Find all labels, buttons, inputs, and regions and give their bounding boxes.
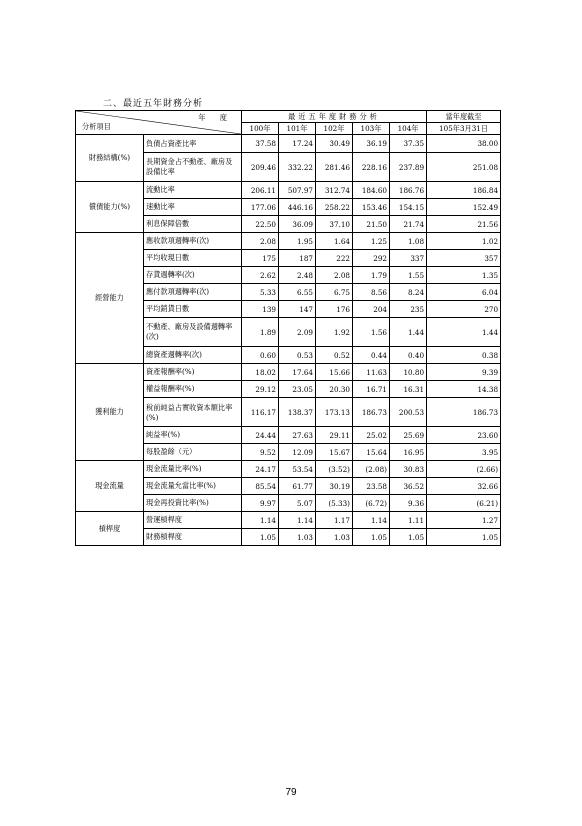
- value-cell: 5.33: [242, 284, 279, 301]
- value-cell: 507.97: [279, 182, 316, 199]
- value-cell: 16.31: [390, 381, 427, 398]
- value-cell: 186.76: [390, 182, 427, 199]
- item-cell: 平均收現日數: [144, 250, 242, 267]
- value-cell: 8.24: [390, 284, 427, 301]
- item-cell: 總資產週轉率(次): [144, 347, 242, 364]
- value-cell: 1.64: [316, 233, 353, 250]
- item-cell: 財務槓桿度: [144, 529, 242, 546]
- item-cell: 稅前純益占實收資本額比率(%): [144, 398, 242, 427]
- header-year: 101年: [279, 123, 316, 135]
- value-cell: 116.17: [242, 398, 279, 427]
- value-cell: 1.05: [427, 529, 501, 546]
- value-cell: 9.36: [390, 495, 427, 512]
- category-cell: 經營能力: [76, 233, 144, 364]
- value-cell: 251.08: [427, 153, 501, 182]
- header-current-date: 105年3月31日: [427, 123, 501, 135]
- value-cell: 1.11: [390, 512, 427, 529]
- value-cell: 37.10: [316, 216, 353, 233]
- value-cell: 1.89: [242, 318, 279, 347]
- value-cell: 187: [279, 250, 316, 267]
- category-cell: 財務結構(%): [76, 135, 144, 182]
- value-cell: 14.38: [427, 381, 501, 398]
- value-cell: 1.14: [279, 512, 316, 529]
- value-cell: 5.07: [279, 495, 316, 512]
- value-cell: 24.44: [242, 427, 279, 444]
- value-cell: 1.56: [353, 318, 390, 347]
- category-cell: 獲利能力: [76, 364, 144, 461]
- value-cell: 1.05: [242, 529, 279, 546]
- header-year: 102年: [316, 123, 353, 135]
- value-cell: 2.62: [242, 267, 279, 284]
- value-cell: 0.38: [427, 347, 501, 364]
- value-cell: 18.02: [242, 364, 279, 381]
- value-cell: 332.22: [279, 153, 316, 182]
- header-year-label: 年 度: [198, 113, 227, 122]
- value-cell: 22.50: [242, 216, 279, 233]
- value-cell: 0.40: [390, 347, 427, 364]
- value-cell: 25.69: [390, 427, 427, 444]
- value-cell: 204: [353, 301, 390, 318]
- value-cell: 17.64: [279, 364, 316, 381]
- value-cell: 2.08: [316, 267, 353, 284]
- value-cell: 30.19: [316, 478, 353, 495]
- table-row: [76, 461, 501, 478]
- item-cell: 利息保障倍數: [144, 216, 242, 233]
- value-cell: 16.95: [390, 444, 427, 461]
- item-cell: 流動比率: [144, 182, 242, 199]
- value-cell: 292: [353, 250, 390, 267]
- value-cell: 21.56: [427, 216, 501, 233]
- value-cell: 184.60: [353, 182, 390, 199]
- item-cell: 應付款項週轉率(次): [144, 284, 242, 301]
- value-cell: 173.13: [316, 398, 353, 427]
- value-cell: 36.09: [279, 216, 316, 233]
- value-cell: 0.60: [242, 347, 279, 364]
- header-year: 103年: [353, 123, 390, 135]
- financial-analysis-table: [75, 110, 501, 546]
- value-cell: 235: [390, 301, 427, 318]
- section-title: 二、最近五年財務分析: [103, 99, 204, 109]
- value-cell: (3.52): [316, 461, 353, 478]
- value-cell: 1.17: [316, 512, 353, 529]
- value-cell: 25.02: [353, 427, 390, 444]
- value-cell: 10.80: [390, 364, 427, 381]
- header-row-1: [76, 111, 501, 123]
- value-cell: 9.39: [427, 364, 501, 381]
- header-five-year: 最近五年度財務分析: [242, 111, 427, 123]
- value-cell: 152.49: [427, 199, 501, 216]
- item-cell: 現金流量比率(%): [144, 461, 242, 478]
- value-cell: 12.09: [279, 444, 316, 461]
- value-cell: 209.46: [242, 153, 279, 182]
- value-cell: 154.15: [390, 199, 427, 216]
- value-cell: 11.63: [353, 364, 390, 381]
- value-cell: 258.22: [316, 199, 353, 216]
- value-cell: 32.66: [427, 478, 501, 495]
- value-cell: 38.00: [427, 135, 501, 153]
- value-cell: (6.21): [427, 495, 501, 512]
- value-cell: 1.44: [390, 318, 427, 347]
- table-row: [76, 135, 501, 153]
- value-cell: 29.12: [242, 381, 279, 398]
- value-cell: 85.54: [242, 478, 279, 495]
- table-row: [76, 512, 501, 529]
- value-cell: 177.06: [242, 199, 279, 216]
- value-cell: 237.89: [390, 153, 427, 182]
- header-year: 100年: [242, 123, 279, 135]
- item-cell: 存貨週轉率(次): [144, 267, 242, 284]
- value-cell: 222: [316, 250, 353, 267]
- value-cell: 3.95: [427, 444, 501, 461]
- value-cell: 1.14: [353, 512, 390, 529]
- item-cell: 權益報酬率(%): [144, 381, 242, 398]
- value-cell: 37.58: [242, 135, 279, 153]
- value-cell: 23.58: [353, 478, 390, 495]
- value-cell: 337: [390, 250, 427, 267]
- value-cell: 30.49: [316, 135, 353, 153]
- value-cell: 1.03: [316, 529, 353, 546]
- value-cell: 1.05: [353, 529, 390, 546]
- item-cell: 應收款項週轉率(次): [144, 233, 242, 250]
- value-cell: 1.03: [279, 529, 316, 546]
- item-cell: 純益率(%): [144, 427, 242, 444]
- value-cell: 1.27: [427, 512, 501, 529]
- value-cell: 24.17: [242, 461, 279, 478]
- value-cell: 1.55: [390, 267, 427, 284]
- value-cell: 8.56: [353, 284, 390, 301]
- value-cell: 30.83: [390, 461, 427, 478]
- value-cell: 9.52: [242, 444, 279, 461]
- value-cell: 1.79: [353, 267, 390, 284]
- value-cell: 53.54: [279, 461, 316, 478]
- item-cell: 平均銷貨日數: [144, 301, 242, 318]
- category-cell: 償債能力(%): [76, 182, 144, 233]
- item-cell: 現金流量允當比率(%): [144, 478, 242, 495]
- value-cell: 15.67: [316, 444, 353, 461]
- value-cell: 1.44: [427, 318, 501, 347]
- value-cell: 281.46: [316, 153, 353, 182]
- value-cell: (2.66): [427, 461, 501, 478]
- value-cell: 206.11: [242, 182, 279, 199]
- value-cell: (6.72): [353, 495, 390, 512]
- value-cell: 1.92: [316, 318, 353, 347]
- value-cell: 0.52: [316, 347, 353, 364]
- item-cell: 營運槓桿度: [144, 512, 242, 529]
- value-cell: 270: [427, 301, 501, 318]
- page-number: 79: [285, 787, 297, 798]
- value-cell: 23.60: [427, 427, 501, 444]
- value-cell: 0.53: [279, 347, 316, 364]
- category-cell: 現金流量: [76, 461, 144, 512]
- value-cell: 176: [316, 301, 353, 318]
- item-cell: 現金再投資比率(%): [144, 495, 242, 512]
- value-cell: 147: [279, 301, 316, 318]
- header-year: 104年: [390, 123, 427, 135]
- value-cell: 15.64: [353, 444, 390, 461]
- value-cell: 1.05: [390, 529, 427, 546]
- value-cell: 6.04: [427, 284, 501, 301]
- value-cell: 2.48: [279, 267, 316, 284]
- value-cell: 0.44: [353, 347, 390, 364]
- value-cell: 186.84: [427, 182, 501, 199]
- table-row: [76, 364, 501, 381]
- value-cell: 2.09: [279, 318, 316, 347]
- value-cell: (5.33): [316, 495, 353, 512]
- value-cell: 36.19: [353, 135, 390, 153]
- table-row: [76, 233, 501, 250]
- value-cell: 36.52: [390, 478, 427, 495]
- value-cell: 1.95: [279, 233, 316, 250]
- value-cell: 1.25: [353, 233, 390, 250]
- value-cell: 21.74: [390, 216, 427, 233]
- header-current: 當年度截至: [427, 111, 501, 123]
- value-cell: 16.71: [353, 381, 390, 398]
- value-cell: 37.35: [390, 135, 427, 153]
- value-cell: 1.02: [427, 233, 501, 250]
- header-item-label: 分析項目: [82, 122, 111, 131]
- value-cell: 446.16: [279, 199, 316, 216]
- value-cell: 153.46: [353, 199, 390, 216]
- value-cell: 1.14: [242, 512, 279, 529]
- item-cell: 每股盈餘（元）: [144, 444, 242, 461]
- value-cell: 175: [242, 250, 279, 267]
- value-cell: (2.08): [353, 461, 390, 478]
- value-cell: 186.73: [427, 398, 501, 427]
- value-cell: 6.55: [279, 284, 316, 301]
- value-cell: 9.97: [242, 495, 279, 512]
- item-cell: 不動產、廠房及設備週轉率(次): [144, 318, 242, 347]
- value-cell: 29.11: [316, 427, 353, 444]
- value-cell: 1.08: [390, 233, 427, 250]
- item-cell: 速動比率: [144, 199, 242, 216]
- category-cell: 槓桿度: [76, 512, 144, 546]
- value-cell: 228.16: [353, 153, 390, 182]
- item-cell: 長期資金占不動產、廠房及設備比率: [144, 153, 242, 182]
- value-cell: 20.30: [316, 381, 353, 398]
- table-row: [76, 182, 501, 199]
- value-cell: 2.08: [242, 233, 279, 250]
- value-cell: 6.75: [316, 284, 353, 301]
- header-corner-cell: [76, 111, 242, 135]
- value-cell: 15.66: [316, 364, 353, 381]
- value-cell: 21.50: [353, 216, 390, 233]
- value-cell: 27.63: [279, 427, 316, 444]
- value-cell: 312.74: [316, 182, 353, 199]
- value-cell: 357: [427, 250, 501, 267]
- value-cell: 23.05: [279, 381, 316, 398]
- value-cell: 17.24: [279, 135, 316, 153]
- value-cell: 200.53: [390, 398, 427, 427]
- value-cell: 138.37: [279, 398, 316, 427]
- value-cell: 1.35: [427, 267, 501, 284]
- value-cell: 186.73: [353, 398, 390, 427]
- value-cell: 139: [242, 301, 279, 318]
- item-cell: 負債占資產比率: [144, 135, 242, 153]
- item-cell: 資產報酬率(%): [144, 364, 242, 381]
- value-cell: 61.77: [279, 478, 316, 495]
